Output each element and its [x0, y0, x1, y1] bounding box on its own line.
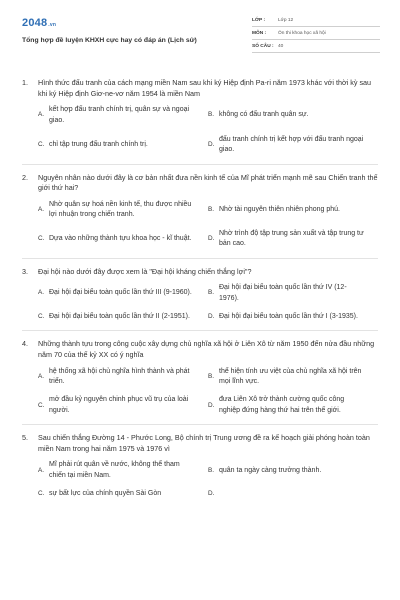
answer-label: B.	[208, 206, 215, 214]
answer-text: sự bất lực của chính quyền Sài Gòn	[49, 490, 162, 498]
divider	[22, 164, 378, 165]
question-text: Sau chiến thắng Đường 14 - Phước Long, Bộ chính trị Trung ương đề ra kế hoạch giải phóng hoàn toàn miền Nam trong hai năm 1975 và 1976 vì	[38, 433, 370, 453]
answer-label: A.	[38, 289, 45, 297]
meta-key: SỐ CÂU :	[252, 43, 274, 49]
answer-option-d[interactable]	[208, 135, 378, 156]
question-list	[22, 78, 378, 500]
answer-label: A.	[38, 206, 45, 214]
answer-option-a[interactable]	[38, 283, 208, 304]
question-number: 3.	[22, 266, 28, 276]
answer-option-d[interactable]	[208, 395, 378, 416]
answer-text: Đại hội đại biểu toàn quốc lần thứ IV (12-1976).	[219, 284, 347, 302]
answer-text: đấu tranh chính trị kết hợp với đấu tranh ngoại giao.	[219, 136, 364, 154]
divider	[22, 258, 378, 259]
meta-class-row	[252, 14, 380, 27]
logo-text: 2048	[22, 17, 48, 29]
answer-options	[22, 460, 378, 499]
answer-option-a[interactable]	[38, 105, 208, 126]
question-number: 1.	[22, 78, 28, 87]
answer-option-b[interactable]	[208, 283, 378, 304]
question-text: Nguyên nhân nào dưới đây là cơ bản nhất đưa nền kinh tế của Mĩ phát triển mạnh mẽ sau Chiến tranh thế giới thứ hai?	[38, 172, 378, 193]
answer-option-b[interactable]	[208, 367, 378, 388]
question-text: Những thành tựu trong công cuộc xây dựng chủ nghĩa xã hội ở Liên Xô từ năm 1950 đến nửa đầu những năm 70 của thế kỷ XX có ý nghĩa	[38, 339, 375, 360]
question-number: 2.	[22, 172, 28, 182]
answer-label: A.	[38, 372, 45, 380]
meta-key: MÔN :	[252, 30, 267, 36]
answer-label: D.	[208, 490, 215, 498]
answer-label: D.	[208, 313, 215, 321]
answer-text: quân ta ngày càng trưởng thành.	[219, 466, 322, 474]
answer-label: D.	[208, 141, 215, 149]
answer-option-c[interactable]	[38, 229, 208, 250]
answer-label: C.	[38, 401, 45, 409]
question-text: Đại hội nào dưới đây được xem là "Đại hội kháng chiến thắng lợi"?	[38, 266, 252, 276]
answer-text: mở đầu kỷ nguyên chinh phục vũ trụ của loài người.	[49, 396, 189, 414]
answer-option-b[interactable]	[208, 105, 378, 126]
divider	[22, 330, 378, 331]
meta-value: Ôn thi khoa học xã hội	[278, 30, 326, 36]
question-1	[22, 78, 378, 156]
answer-label: B.	[208, 111, 215, 119]
document-header	[22, 14, 380, 60]
answer-text: Đại hội đại biểu toàn quốc lần thứ II (2-1951).	[49, 313, 190, 321]
answer-option-b[interactable]	[208, 200, 378, 221]
meta-value: 40	[278, 43, 284, 49]
question-3	[22, 267, 378, 323]
site-logo[interactable]	[22, 17, 56, 29]
answer-option-d[interactable]	[208, 229, 378, 250]
question-4	[22, 339, 378, 416]
answer-text: kết hợp đấu tranh chính trị, quân sự và ngoại giao.	[49, 106, 190, 124]
meta-count-row	[252, 40, 380, 53]
answer-option-c[interactable]	[38, 489, 208, 499]
divider	[22, 424, 378, 425]
document-meta	[252, 14, 380, 53]
answer-text: Nhờ trình độ tập trung sản xuất và tập trung tư bản cao.	[219, 229, 364, 248]
answer-text: Nhờ quân sự hoá nền kinh tế, thu được nhiều lợi nhuận trong chiến tranh.	[49, 201, 192, 219]
question-2	[22, 173, 378, 250]
answer-text: Đại hội đại biểu toàn quốc lần thứ I (3-1935).	[219, 313, 358, 321]
question-5	[22, 433, 378, 499]
meta-value: Lớp 12	[278, 17, 294, 23]
answer-option-a[interactable]	[38, 200, 208, 221]
answer-options	[22, 105, 378, 156]
question-number: 4.	[22, 339, 28, 349]
document-title: Tổng hợp đề luyện KHXH cực hay có đáp án (Lịch sử)	[22, 37, 197, 44]
answer-text: chỉ tập trung đấu tranh chính trị.	[49, 141, 148, 149]
answer-option-d[interactable]	[208, 312, 378, 322]
answer-options	[22, 283, 378, 322]
answer-label: C.	[38, 490, 45, 498]
question-text: Hình thức đấu tranh của cách mạng miền Nam sau khi ký Hiệp định Pa-ri năm 1973 khác với thời kỳ sau khi ký Hiệp định Giơ-ne-vơ năm 1954 là miền Nam	[38, 78, 372, 98]
answer-text: Mĩ phải rút quân về nước, không thể tham chiến tại miền Nam.	[49, 461, 180, 479]
answer-text: không có đấu tranh quân sự.	[219, 111, 309, 119]
answer-label: D.	[208, 401, 215, 409]
answer-option-c[interactable]	[38, 312, 208, 322]
meta-key: LỚP :	[252, 17, 266, 23]
answer-option-a[interactable]	[38, 460, 208, 481]
answer-label: A.	[38, 111, 45, 119]
answer-label: B.	[208, 289, 215, 297]
answer-label: B.	[208, 372, 215, 380]
answer-text: Nhờ tài nguyên thiên nhiên phong phú.	[219, 206, 340, 214]
answer-label: A.	[38, 466, 45, 474]
answer-options	[22, 367, 378, 417]
answer-label: B.	[208, 466, 215, 474]
question-number: 5.	[22, 433, 28, 443]
answer-text: hệ thống xã hội chủ nghĩa hình thành và phát triển.	[49, 367, 190, 386]
meta-subject-row	[252, 27, 380, 40]
logo-suffix: .vn	[48, 22, 57, 28]
answer-label: C.	[38, 235, 45, 243]
answer-option-d[interactable]	[208, 489, 378, 499]
answer-text: đưa Liên Xô trở thành cường quốc công nghiệp đứng hàng thứ hai trên thế giới.	[219, 396, 345, 414]
answer-label: C.	[38, 313, 45, 321]
answer-label: D.	[208, 235, 215, 243]
answer-option-b[interactable]	[208, 460, 378, 481]
answer-text: Đại hội đại biểu toàn quốc lần thứ III (9-1960).	[49, 289, 192, 297]
answer-text: Dựa vào những thành tựu khoa học - kĩ thuật.	[49, 235, 192, 243]
answer-text: thể hiện tính ưu việt của chủ nghĩa xã hội trên mọi lĩnh vực.	[219, 367, 362, 386]
answer-option-a[interactable]	[38, 367, 208, 388]
answer-option-c[interactable]	[38, 135, 208, 156]
answer-label: C.	[38, 141, 45, 149]
answer-options	[22, 200, 378, 250]
answer-option-c[interactable]	[38, 395, 208, 416]
